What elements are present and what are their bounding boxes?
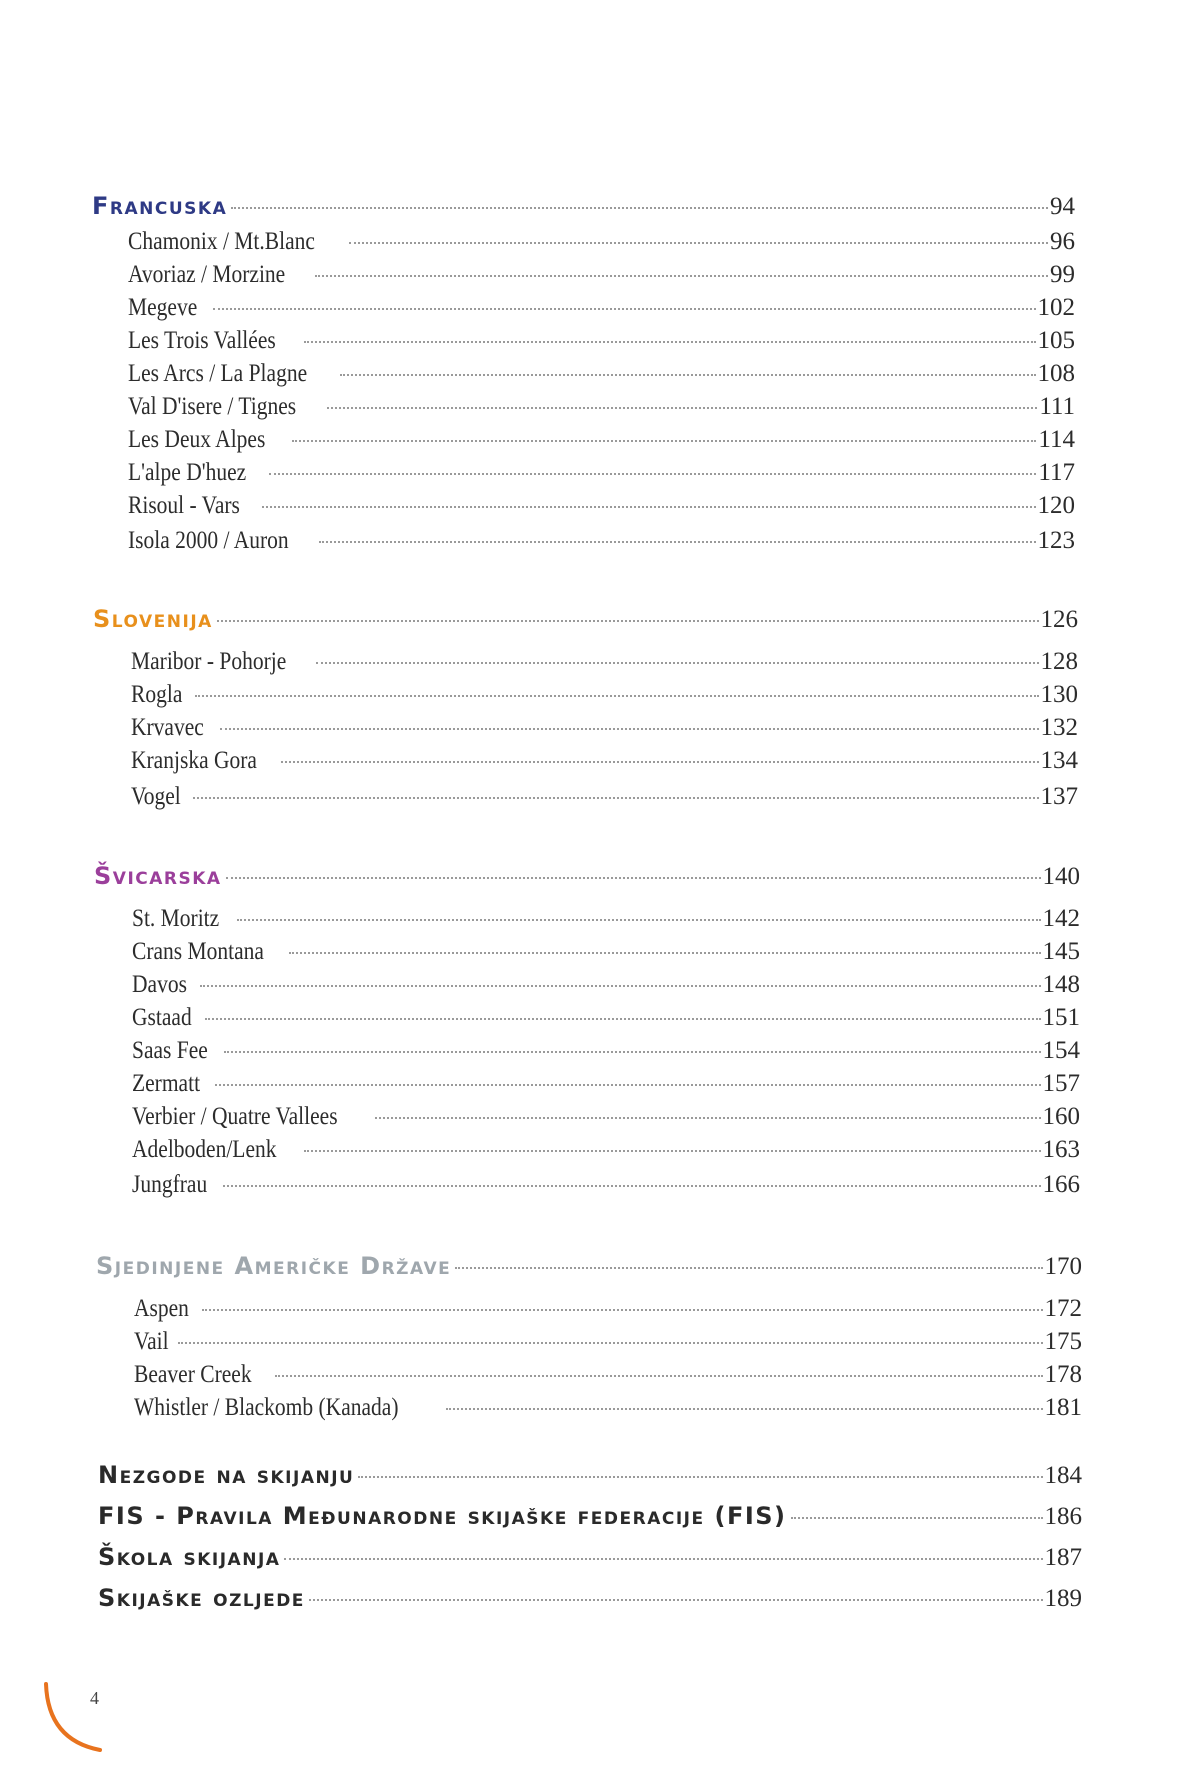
dot-leader (213, 308, 1036, 310)
page-ref: 128 (1040, 648, 1078, 675)
toc-entry[interactable] (128, 492, 1075, 520)
toc-entry[interactable] (131, 714, 1078, 742)
dot-leader (304, 1150, 1040, 1152)
entry-label: Gstaad (132, 1004, 192, 1031)
section-title: Nezgode na skijanju (98, 1461, 355, 1489)
toc-entry[interactable] (132, 1037, 1080, 1065)
page-ref: 175 (1044, 1328, 1082, 1355)
dot-leader (281, 761, 1038, 763)
dot-leader (304, 341, 1036, 343)
entry-label: Chamonix / Mt.Blanc (128, 228, 315, 255)
dot-leader (269, 473, 1036, 475)
page-ref: 134 (1040, 747, 1078, 774)
dot-leader (226, 877, 1041, 879)
toc-section-3[interactable] (96, 1252, 1082, 1281)
entry-label: Beaver Creek (134, 1361, 252, 1388)
toc-entry[interactable] (132, 1103, 1080, 1131)
page-ref: 170 (1044, 1253, 1082, 1280)
dot-leader (327, 407, 1037, 409)
page-ref: 123 (1037, 527, 1075, 554)
entry-label: St. Moritz (132, 905, 220, 932)
toc-entry[interactable] (132, 971, 1080, 999)
dot-leader (316, 662, 1039, 664)
toc-entry[interactable] (128, 294, 1075, 322)
toc-entry[interactable] (132, 938, 1080, 966)
dot-leader (315, 275, 1048, 277)
dot-leader (446, 1408, 1043, 1410)
section-title: Francuska (92, 192, 228, 220)
dot-leader (195, 695, 1039, 697)
toc-section-0[interactable] (92, 192, 1075, 221)
page-ref: 189 (1044, 1585, 1082, 1612)
entry-label: Rogla (131, 681, 183, 708)
page-number: 4 (90, 1688, 99, 1708)
page-ref: 187 (1044, 1544, 1082, 1571)
entry-label: Vogel (131, 783, 181, 810)
page-ref: 154 (1042, 1037, 1080, 1064)
section-title: FIS - Pravila Međunarodne skijaške federacije (FIS) (98, 1502, 787, 1530)
dot-leader (178, 1342, 1042, 1344)
dot-leader (340, 374, 1035, 376)
toc-entry[interactable] (132, 1136, 1080, 1164)
page-ref: 181 (1044, 1394, 1082, 1421)
entry-label: Aspen (134, 1295, 189, 1322)
section-title: Sjedinjene Američke Države (96, 1252, 452, 1280)
page-ref: 114 (1038, 426, 1075, 453)
page-ref: 163 (1042, 1136, 1080, 1163)
entry-label: Kranjska Gora (131, 747, 257, 774)
entry-label: Crans Montana (132, 938, 264, 965)
dot-leader (193, 797, 1039, 799)
dot-leader (262, 506, 1035, 508)
page-ref: 111 (1039, 393, 1075, 420)
entry-label: Risoul - Vars (128, 492, 240, 519)
toc-entry[interactable] (128, 228, 1075, 256)
toc-entry[interactable] (128, 527, 1075, 555)
toc-entry[interactable] (128, 393, 1075, 421)
toc-entry[interactable] (131, 648, 1078, 676)
page-ref: 105 (1037, 327, 1075, 354)
page-ref: 108 (1037, 360, 1075, 387)
toc-entry[interactable] (132, 905, 1080, 933)
page-ref: 132 (1040, 714, 1078, 741)
toc-entry[interactable] (128, 360, 1075, 388)
dot-leader (284, 1558, 1042, 1560)
corner-arc-decoration (38, 1680, 108, 1760)
dot-leader (237, 919, 1040, 921)
entry-label: Les Arcs / La Plagne (128, 360, 308, 387)
toc-entry[interactable] (131, 681, 1078, 709)
section-title: Švicarska (94, 862, 222, 890)
dot-leader (231, 207, 1048, 209)
dot-leader (215, 1084, 1040, 1086)
entry-label: Whistler / Blackomb (Kanada) (134, 1394, 399, 1421)
entry-label: Vail (134, 1328, 169, 1355)
dot-leader (289, 952, 1040, 954)
page-ref: 130 (1040, 681, 1078, 708)
page-ref: 102 (1037, 294, 1075, 321)
toc-extra-1[interactable] (98, 1502, 1082, 1531)
page-ref: 120 (1037, 492, 1075, 519)
dot-leader (275, 1375, 1043, 1377)
toc-extra-0[interactable] (98, 1461, 1082, 1490)
entry-label: Davos (132, 971, 187, 998)
page-ref: 117 (1038, 459, 1075, 486)
page-ref: 157 (1042, 1070, 1080, 1097)
page-ref: 184 (1044, 1462, 1082, 1489)
dot-leader (791, 1517, 1043, 1519)
dot-leader (220, 728, 1039, 730)
toc-section-1[interactable] (93, 605, 1078, 634)
page-ref: 178 (1044, 1361, 1082, 1388)
toc-extra-2[interactable] (98, 1543, 1082, 1572)
toc-entry[interactable] (132, 1004, 1080, 1032)
dot-leader (217, 620, 1039, 622)
entry-label: Avoriaz / Morzine (128, 261, 286, 288)
dot-leader (358, 1476, 1042, 1478)
page-ref: 126 (1040, 606, 1078, 633)
dot-leader (200, 985, 1041, 987)
page-ref: 186 (1044, 1503, 1082, 1530)
toc-entry[interactable] (132, 1171, 1080, 1199)
page-ref: 142 (1042, 905, 1080, 932)
toc-section-2[interactable] (94, 862, 1080, 891)
entry-label: Verbier / Quatre Vallees (132, 1103, 338, 1130)
entry-label: Saas Fee (132, 1037, 208, 1064)
toc-entry[interactable] (134, 1328, 1082, 1356)
toc-extra-3[interactable] (98, 1584, 1082, 1613)
toc-entry[interactable] (128, 261, 1075, 289)
toc-entry[interactable] (128, 426, 1075, 454)
toc-entry[interactable] (134, 1295, 1082, 1323)
page-ref: 94 (1050, 193, 1075, 220)
toc-entry[interactable] (131, 783, 1078, 811)
dot-leader (223, 1185, 1040, 1187)
section-title: Skijaške ozljede (98, 1584, 305, 1612)
page-ref: 151 (1042, 1004, 1080, 1031)
dot-leader (309, 1599, 1043, 1601)
entry-label: Jungfrau (132, 1171, 208, 1198)
toc-entry[interactable] (132, 1070, 1080, 1098)
page-ref: 145 (1042, 938, 1080, 965)
entry-label: Adelboden/Lenk (132, 1136, 277, 1163)
section-title: Škola skijanja (98, 1543, 281, 1571)
toc-entry[interactable] (131, 747, 1078, 775)
toc-entry[interactable] (134, 1361, 1082, 1389)
page-ref: 99 (1050, 261, 1075, 288)
page-ref: 137 (1040, 783, 1078, 810)
toc-entry[interactable] (128, 327, 1075, 355)
dot-leader (319, 541, 1036, 543)
toc-entry[interactable] (128, 459, 1075, 487)
corner-arc-path (46, 1684, 100, 1750)
section-title: Slovenija (93, 605, 213, 633)
page-ref: 96 (1050, 228, 1075, 255)
page-ref: 148 (1042, 971, 1080, 998)
entry-label: Maribor - Pohorje (131, 648, 287, 675)
entry-label: L'alpe D'huez (128, 459, 247, 486)
dot-leader (205, 1018, 1040, 1020)
dot-leader (292, 440, 1037, 442)
page-ref: 172 (1044, 1295, 1082, 1322)
page-ref: 160 (1042, 1103, 1080, 1130)
entry-label: Megeve (128, 294, 198, 321)
entry-label: Krvavec (131, 714, 204, 741)
entry-label: Val D'isere / Tignes (128, 393, 297, 420)
toc-entry[interactable] (134, 1394, 1082, 1422)
dot-leader (375, 1117, 1040, 1119)
dot-leader (224, 1051, 1040, 1053)
page-ref: 140 (1042, 863, 1080, 890)
dot-leader (455, 1267, 1042, 1269)
page-ref: 166 (1042, 1171, 1080, 1198)
entry-label: Les Deux Alpes (128, 426, 266, 453)
dot-leader (349, 242, 1048, 244)
entry-label: Isola 2000 / Auron (128, 527, 289, 554)
entry-label: Zermatt (132, 1070, 201, 1097)
entry-label: Les Trois Vallées (128, 327, 276, 354)
dot-leader (202, 1309, 1043, 1311)
